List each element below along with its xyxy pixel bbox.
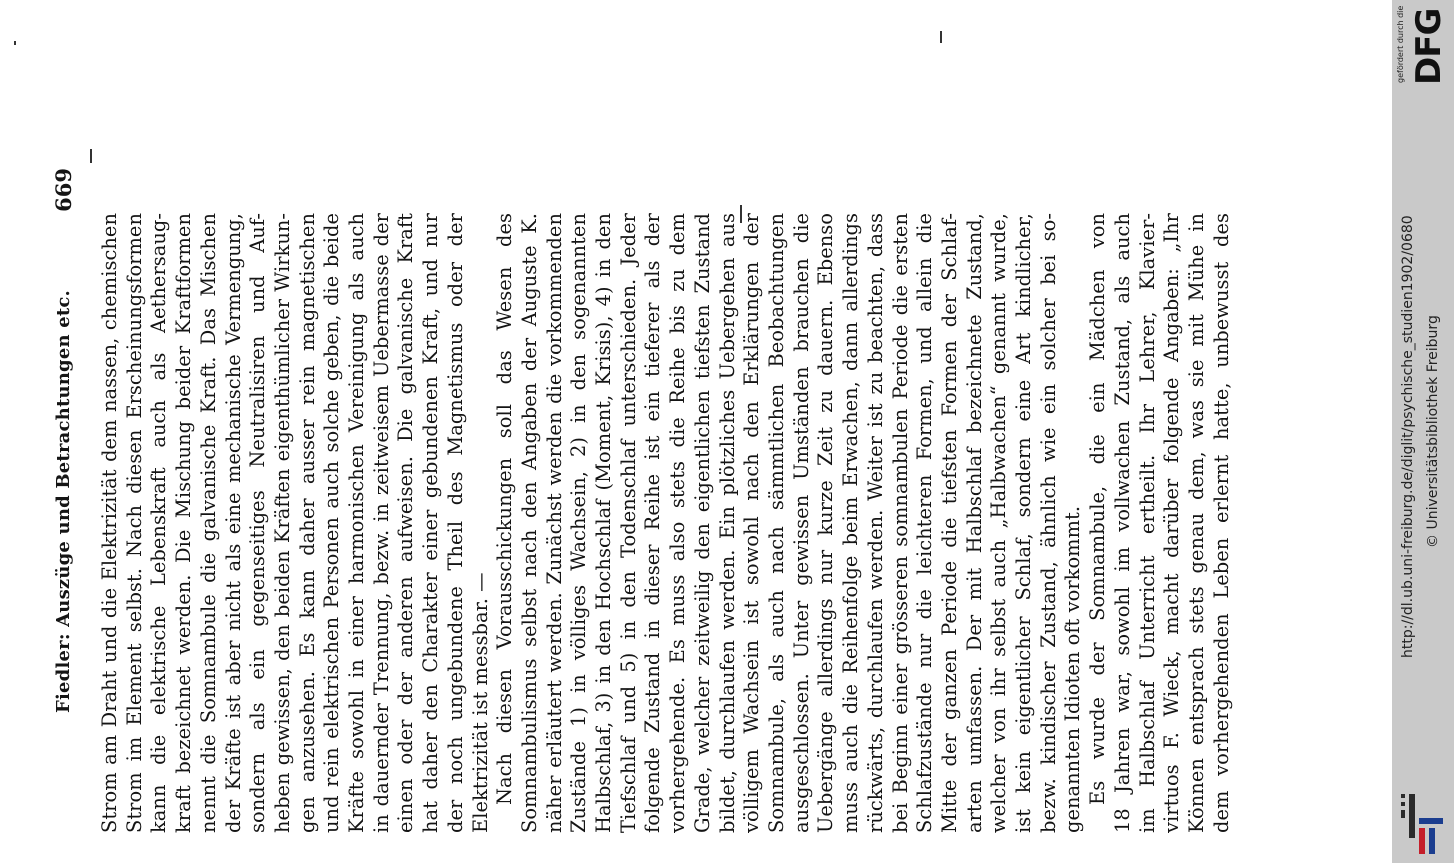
text-line: Strom am Draht und die Elektrizität dem nassen, chemischen: [98, 213, 121, 833]
scan-artifact: [90, 149, 92, 163]
text-line: hat daher den Charakter einer gebundenen Kraft, und nur: [419, 213, 443, 833]
text-line: einen oder der anderen aufweisen. Die galvanische Kraft: [394, 213, 418, 833]
text-line: bei Beginn einer grösseren somnambulen Periode die ersten: [888, 213, 912, 833]
body-text: [98, 213, 1234, 833]
text-line: in dauernder Trennung, bezw. in zeitweisem Uebermasse der: [369, 213, 393, 833]
copyright-notice: © Universitätsbibliothek Freiburg: [1425, 315, 1441, 548]
text-line: ausgeschlossen. Unter gewissen Umständen brauchen die: [789, 213, 813, 833]
text-line: Zustände 1) in völliges Wachsein, 2) in den sogenannten: [567, 213, 591, 833]
scan-artifact: [14, 41, 16, 45]
text-line: welcher von ihr selbst auch „Halbwachen“ genannt wurde,: [987, 213, 1011, 833]
text-line: gen anzusehen. Es kann daher ausser rein magnetischen: [295, 213, 319, 833]
text-line: der Kräfte ist aber nicht als eine mechanische Vermengung,: [221, 213, 245, 833]
text-line: bildet, durchlaufen werden. Ein plötzliches Uebergehen aus: [715, 213, 739, 833]
text-line: muss auch die Reihenfolge beim Erwachen, dann allerdings: [839, 213, 863, 833]
text-line: völligem Wachsein ist sowohl nach den Erklärungen der: [740, 213, 764, 833]
text-line: heben gewissen, den beiden Kräften eigenthümlicher Wirkun-: [270, 213, 294, 833]
repository-band: [1392, 0, 1454, 863]
text-line: Kräfte sowohl in einer harmonischen Vereinigung als auch: [345, 213, 369, 833]
text-line: sondern als ein gegenseitiges Neutralisiren und Auf-: [246, 213, 270, 833]
text-line: genannten Idioten oft vorkommt.: [1061, 505, 1085, 833]
text-line: Somnambule, als auch nach sämmtlichen Beobachtungen: [764, 213, 788, 833]
text-line: virtuos F. Wieck, macht darüber folgende Angaben: „Ihr: [1160, 213, 1184, 833]
text-line: Es wurde der Somnambule, die ein Mädchen von: [1086, 213, 1110, 805]
text-line: Halbschlaf, 3) in den Hochschlaf (Moment, Krisis), 4) in den: [592, 213, 616, 833]
text-line: und rein elektrischen Personen auch solche geben, die beide: [320, 213, 344, 833]
text-line: Uebergänge allerdings nur kurze Zeit zu dauern. Ebenso: [814, 213, 838, 833]
text-line: vorhergehende. Es muss also stets die Reihe bis zu dem: [666, 213, 690, 833]
text-line: näher erläutert werden. Zunächst werden die vorkommenden: [542, 213, 566, 833]
text-line: 18 Jahren war, sowohl im vollwachen Zustand, als auch: [1110, 213, 1134, 833]
text-line: dem vorhergehenden Leben erlernt hatte, unbewusst des: [1209, 213, 1233, 833]
text-line: Grade, welcher zeitweilig den eigentlichen tiefsten Zustand: [690, 213, 714, 833]
text-line: Tiefschlaf und 5) in den Todenschlaf unterschieden. Jeder: [616, 213, 640, 833]
text-line: Elektrizität ist messbar. —: [468, 572, 492, 833]
text-line: bezw. kindischer Zustand, ähnlich wie ein solcher bei so-: [1036, 213, 1060, 833]
scan-artifact: [940, 31, 942, 43]
text-line: Schlafzustände nur die leichteren Formen, und allein die: [913, 213, 937, 833]
dfg-logo: DFG: [1409, 8, 1449, 85]
funding-notice: gefördert durch die: [1396, 5, 1405, 83]
text-line: ist kein eigentlicher Schlaf, sondern eine Art kindlicher,: [1012, 213, 1036, 833]
text-line: nennt die Somnambule die galvanische Kraft. Das Mischen: [196, 213, 220, 833]
page-number: 669: [50, 168, 76, 212]
text-line: der noch ungebundene Theil des Magnetismus oder der: [443, 213, 467, 833]
text-line: Somnambulismus selbst nach den Angaben der Auguste K.: [517, 213, 541, 833]
text-line: kraft bezeichnet werden. Die Mischung beider Kraftformen: [172, 213, 196, 833]
text-line: rückwärts, durchlaufen werden. Weiter ist zu beachten, dass: [863, 213, 887, 833]
source-url-link[interactable]: http://dl.ub.uni-freiburg.de/diglit/psychische_studien1902/0680: [1400, 215, 1416, 658]
running-head: [48, 168, 78, 713]
text-line: kann die elektrische Lebenskraft auch als Aethersaug-: [147, 213, 171, 833]
repository-band-text: [1392, 0, 1454, 863]
text-line: Können entsprach stets genau dem, was sie mit Mühe in: [1184, 213, 1208, 833]
text-line: Nach diesen Vorausschickungen soll das Wesen des: [493, 213, 517, 805]
text-line: folgende Zustand in dieser Reihe ist ein tieferer als der: [641, 213, 665, 833]
text-line: Strom im Element selbst. Nach diesen Erscheinungsformen: [122, 213, 146, 833]
text-line: Mitte der ganzen Periode die tiefsten Formen der Schlaf-: [937, 213, 961, 833]
running-head-title: Fiedler: Auszüge und Betrachtungen etc.: [52, 289, 74, 713]
text-line: arten umfassen. Der mit Halbschlaf bezeichnete Zustand,: [962, 213, 986, 833]
text-line: im Halbschlaf Unterricht ertheilt. Ihr Lehrer, Klavier-: [1135, 213, 1159, 833]
library-logo-icon: [1397, 788, 1447, 858]
